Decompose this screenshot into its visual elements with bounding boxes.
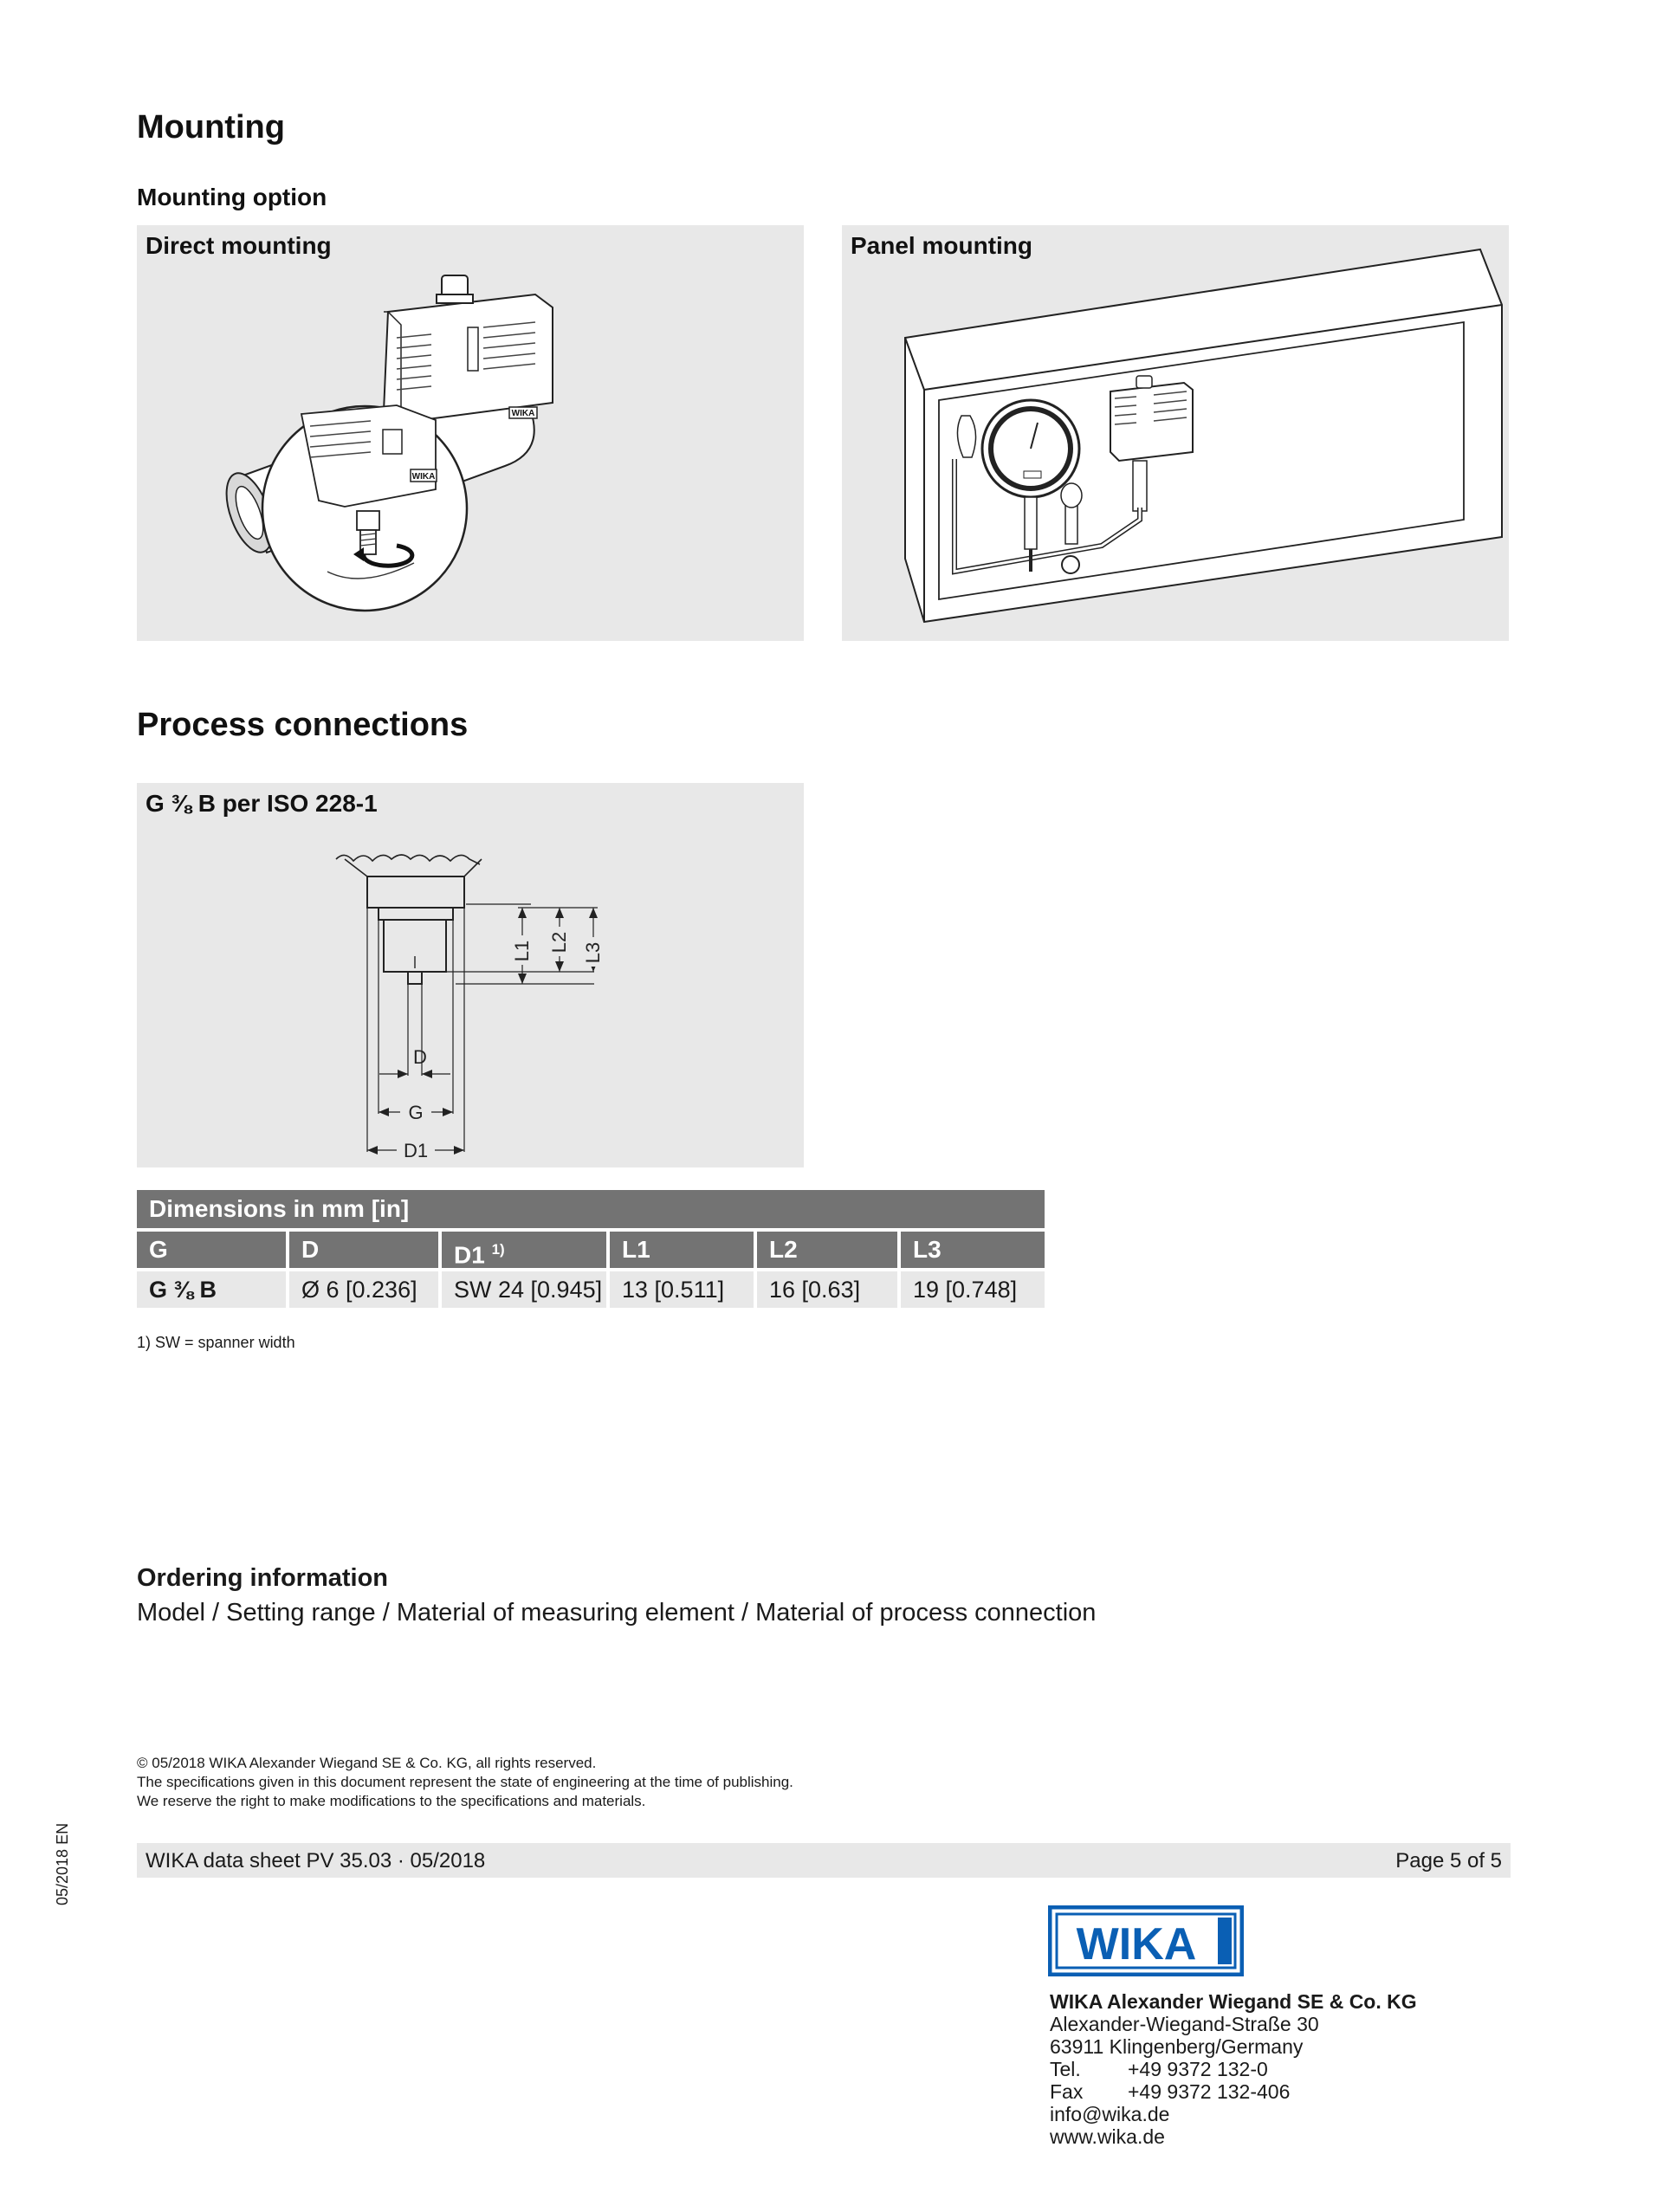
dim-label-l2: L2: [548, 931, 570, 954]
header-cell-d1-note: 1): [491, 1241, 505, 1258]
company-street: Alexander-Wiegand-Straße 30: [1050, 2013, 1319, 2035]
company-name: WIKA Alexander Wiegand SE & Co. KG: [1050, 1990, 1417, 2013]
wika-logo: [1048, 1905, 1244, 1976]
cell-d1: SW 24 [0.945]: [442, 1271, 606, 1308]
legal-line-rights: We reserve the right to make modifications to the specifications and materials.: [137, 1793, 646, 1809]
header-cell-d1-text: D1: [454, 1241, 485, 1269]
cell-l1: 13 [0.511]: [610, 1271, 754, 1308]
header-cell-d: D: [289, 1232, 438, 1268]
wika-logo-text: WIKA: [1076, 1919, 1197, 1969]
direct-mounting-panel: [137, 225, 804, 641]
tel-value: +49 9372 132-0: [1128, 2058, 1268, 2080]
legal-notice: [137, 1754, 793, 1811]
dim-label-d1: D1: [403, 1140, 429, 1161]
side-date-code: 05/2018 EN: [54, 1822, 71, 1905]
company-fax: [1050, 2080, 1417, 2103]
footer-doc-reference: WIKA data sheet PV 35.03 · 05/2018: [146, 1849, 486, 1872]
header-cell-d1: [442, 1232, 606, 1268]
process-connection-drawing-panel: [137, 783, 804, 1167]
direct-mounting-label: Direct mounting: [146, 232, 332, 259]
panel-mounting-label: Panel mounting: [851, 232, 1032, 259]
mounting-option-title: Mounting option: [137, 184, 327, 210]
panel-mounting-illustration: [842, 225, 1509, 641]
dim-label-l3: L3: [582, 941, 604, 964]
company-city: 63911 Klingenberg/Germany: [1050, 2035, 1304, 2058]
cell-l3: 19 [0.748]: [901, 1271, 1045, 1308]
dim-label-g: G: [408, 1102, 424, 1123]
section-title-process-connections: Process connections: [137, 707, 469, 743]
company-tel: [1050, 2058, 1417, 2080]
footer-page-number: Page 5 of 5: [1395, 1849, 1502, 1872]
dim-label-l1: L1: [511, 940, 533, 962]
header-cell-l2: L2: [757, 1232, 897, 1268]
footer-bar: [137, 1843, 1511, 1878]
header-cell-l3: L3: [901, 1232, 1045, 1268]
section-title-mounting: Mounting: [137, 109, 285, 146]
header-cell-l1: L1: [610, 1232, 754, 1268]
process-connection-drawing-title: G ⅜ B per ISO 228-1: [146, 790, 378, 817]
process-connection-drawing: [137, 783, 804, 1167]
company-address: [1050, 1990, 1417, 2148]
ordering-text: Model / Setting range / Material of measuring element / Material of process connection: [137, 1599, 1097, 1627]
panel-mounting-panel: [842, 225, 1509, 641]
header-cell-g: G: [137, 1232, 286, 1268]
dimensions-table-header: [137, 1232, 1045, 1268]
fax-label: Fax: [1050, 2080, 1084, 2103]
ordering-title: Ordering information: [137, 1564, 388, 1592]
wika-mark-detail: WIKA: [411, 472, 436, 482]
wika-mark-housing: WIKA: [511, 409, 535, 418]
dim-label-d: D: [413, 1046, 427, 1068]
company-email[interactable]: info@wika.de: [1050, 2103, 1170, 2125]
cell-d: Ø 6 [0.236]: [289, 1271, 438, 1308]
table-row: [137, 1271, 1045, 1308]
company-website[interactable]: www.wika.de: [1050, 2125, 1165, 2148]
direct-mounting-illustration: [137, 225, 804, 641]
cell-l2: 16 [0.63]: [757, 1271, 897, 1308]
legal-line-copyright: © 05/2018 WIKA Alexander Wiegand SE & Co. KG, all rights reserved.: [137, 1755, 597, 1771]
tel-label: Tel.: [1050, 2058, 1081, 2080]
legal-line-specs: The specifications given in this document represent the state of engineering at the time of publishing.: [137, 1774, 793, 1790]
cell-g: G ⅜ B: [137, 1271, 286, 1308]
dimensions-table: [137, 1190, 1045, 1308]
fax-value: +49 9372 132-406: [1128, 2080, 1291, 2103]
table-footnote: 1) SW = spanner width: [137, 1334, 295, 1351]
dimensions-table-caption: Dimensions in mm [in]: [137, 1190, 1045, 1228]
